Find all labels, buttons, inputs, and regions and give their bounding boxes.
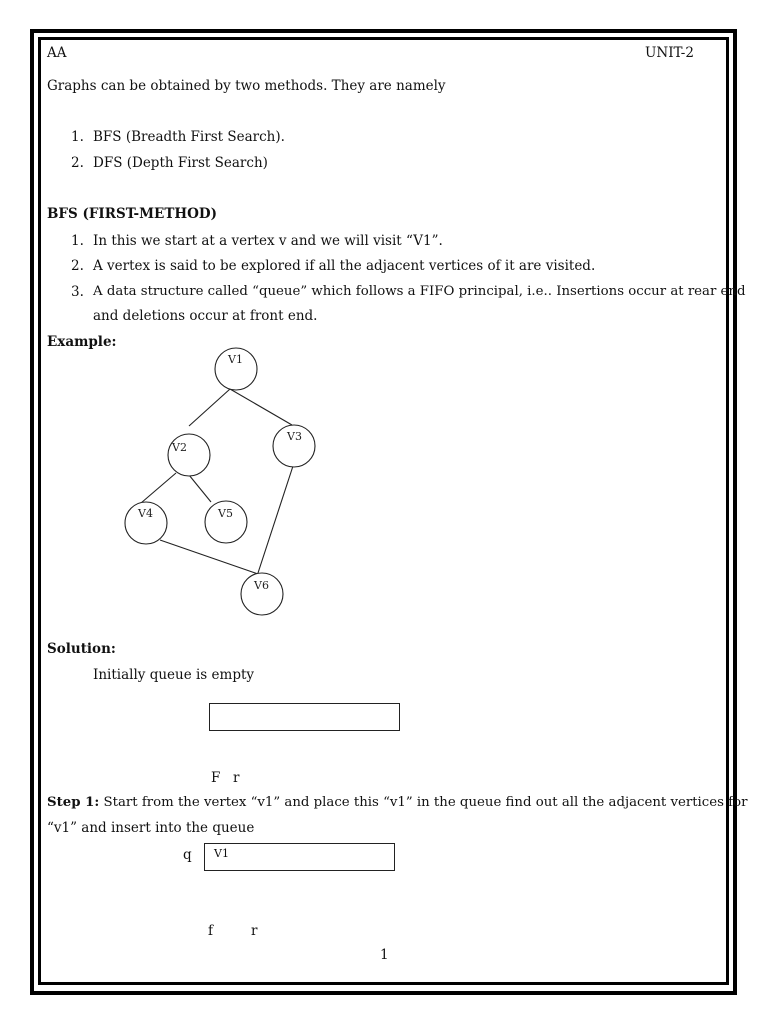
header-right: UNIT-2 xyxy=(645,45,694,61)
list-number: 1. xyxy=(71,129,84,145)
step1-text: Start from the vertex “v1” and place this “v1” in the queue find out all the adjacent vertices for xyxy=(99,795,748,810)
intro-text: Graphs can be obtained by two methods. They are namely xyxy=(47,78,446,94)
node-label: V2 xyxy=(172,441,187,454)
rear-pointer-label: r xyxy=(251,923,258,939)
edge-v2-v4 xyxy=(141,473,176,503)
list-item: A data structure called “queue” which follows a FIFO principal, i.e.. Insertions occur at rear end xyxy=(93,284,746,299)
list-item-continuation: and deletions occur at front end. xyxy=(93,308,318,324)
list-number: 2. xyxy=(71,258,84,274)
queue-box-empty xyxy=(209,703,400,731)
example-label: Example: xyxy=(47,334,117,350)
initial-queue-text: Initially queue is empty xyxy=(93,667,255,683)
list-number: 1. xyxy=(71,233,84,249)
queue-box-step1 xyxy=(204,843,395,871)
queue-cell-value: V1 xyxy=(214,847,229,860)
header-left: AA xyxy=(47,45,67,61)
list-number: 2. xyxy=(71,155,84,171)
list-number: 3. xyxy=(71,284,84,300)
edge-v1-v2 xyxy=(189,389,230,426)
solution-label: Solution: xyxy=(47,641,116,657)
edge-v1-v3 xyxy=(230,389,292,425)
edge-v2-v5 xyxy=(189,475,211,502)
step1-continuation: “v1” and insert into the queue xyxy=(47,820,255,836)
front-pointer-label: f xyxy=(208,923,213,939)
node-label: V4 xyxy=(138,507,153,520)
step1-paragraph xyxy=(47,795,747,811)
list-item: In this we start at a vertex v and we will visit “V1”. xyxy=(93,233,443,249)
step1-label: Step 1: xyxy=(47,795,100,810)
edge-v3-v6 xyxy=(257,466,293,576)
page-number: 1 xyxy=(380,947,389,963)
node-label: V3 xyxy=(287,430,302,443)
list-item: DFS (Depth First Search) xyxy=(93,155,268,171)
list-item: BFS (Breadth First Search). xyxy=(93,129,285,145)
rear-pointer-label: r xyxy=(233,770,240,786)
queue-label: q xyxy=(183,847,192,863)
section-heading: BFS (FIRST-METHOD) xyxy=(47,206,218,222)
node-label: V5 xyxy=(218,507,233,520)
edge-v4-v6 xyxy=(160,540,258,574)
front-pointer-label: F xyxy=(211,770,221,786)
node-label: V6 xyxy=(254,579,269,592)
list-item: A vertex is said to be explored if all the adjacent vertices of it are visited. xyxy=(93,258,596,274)
node-label: V1 xyxy=(228,353,243,366)
